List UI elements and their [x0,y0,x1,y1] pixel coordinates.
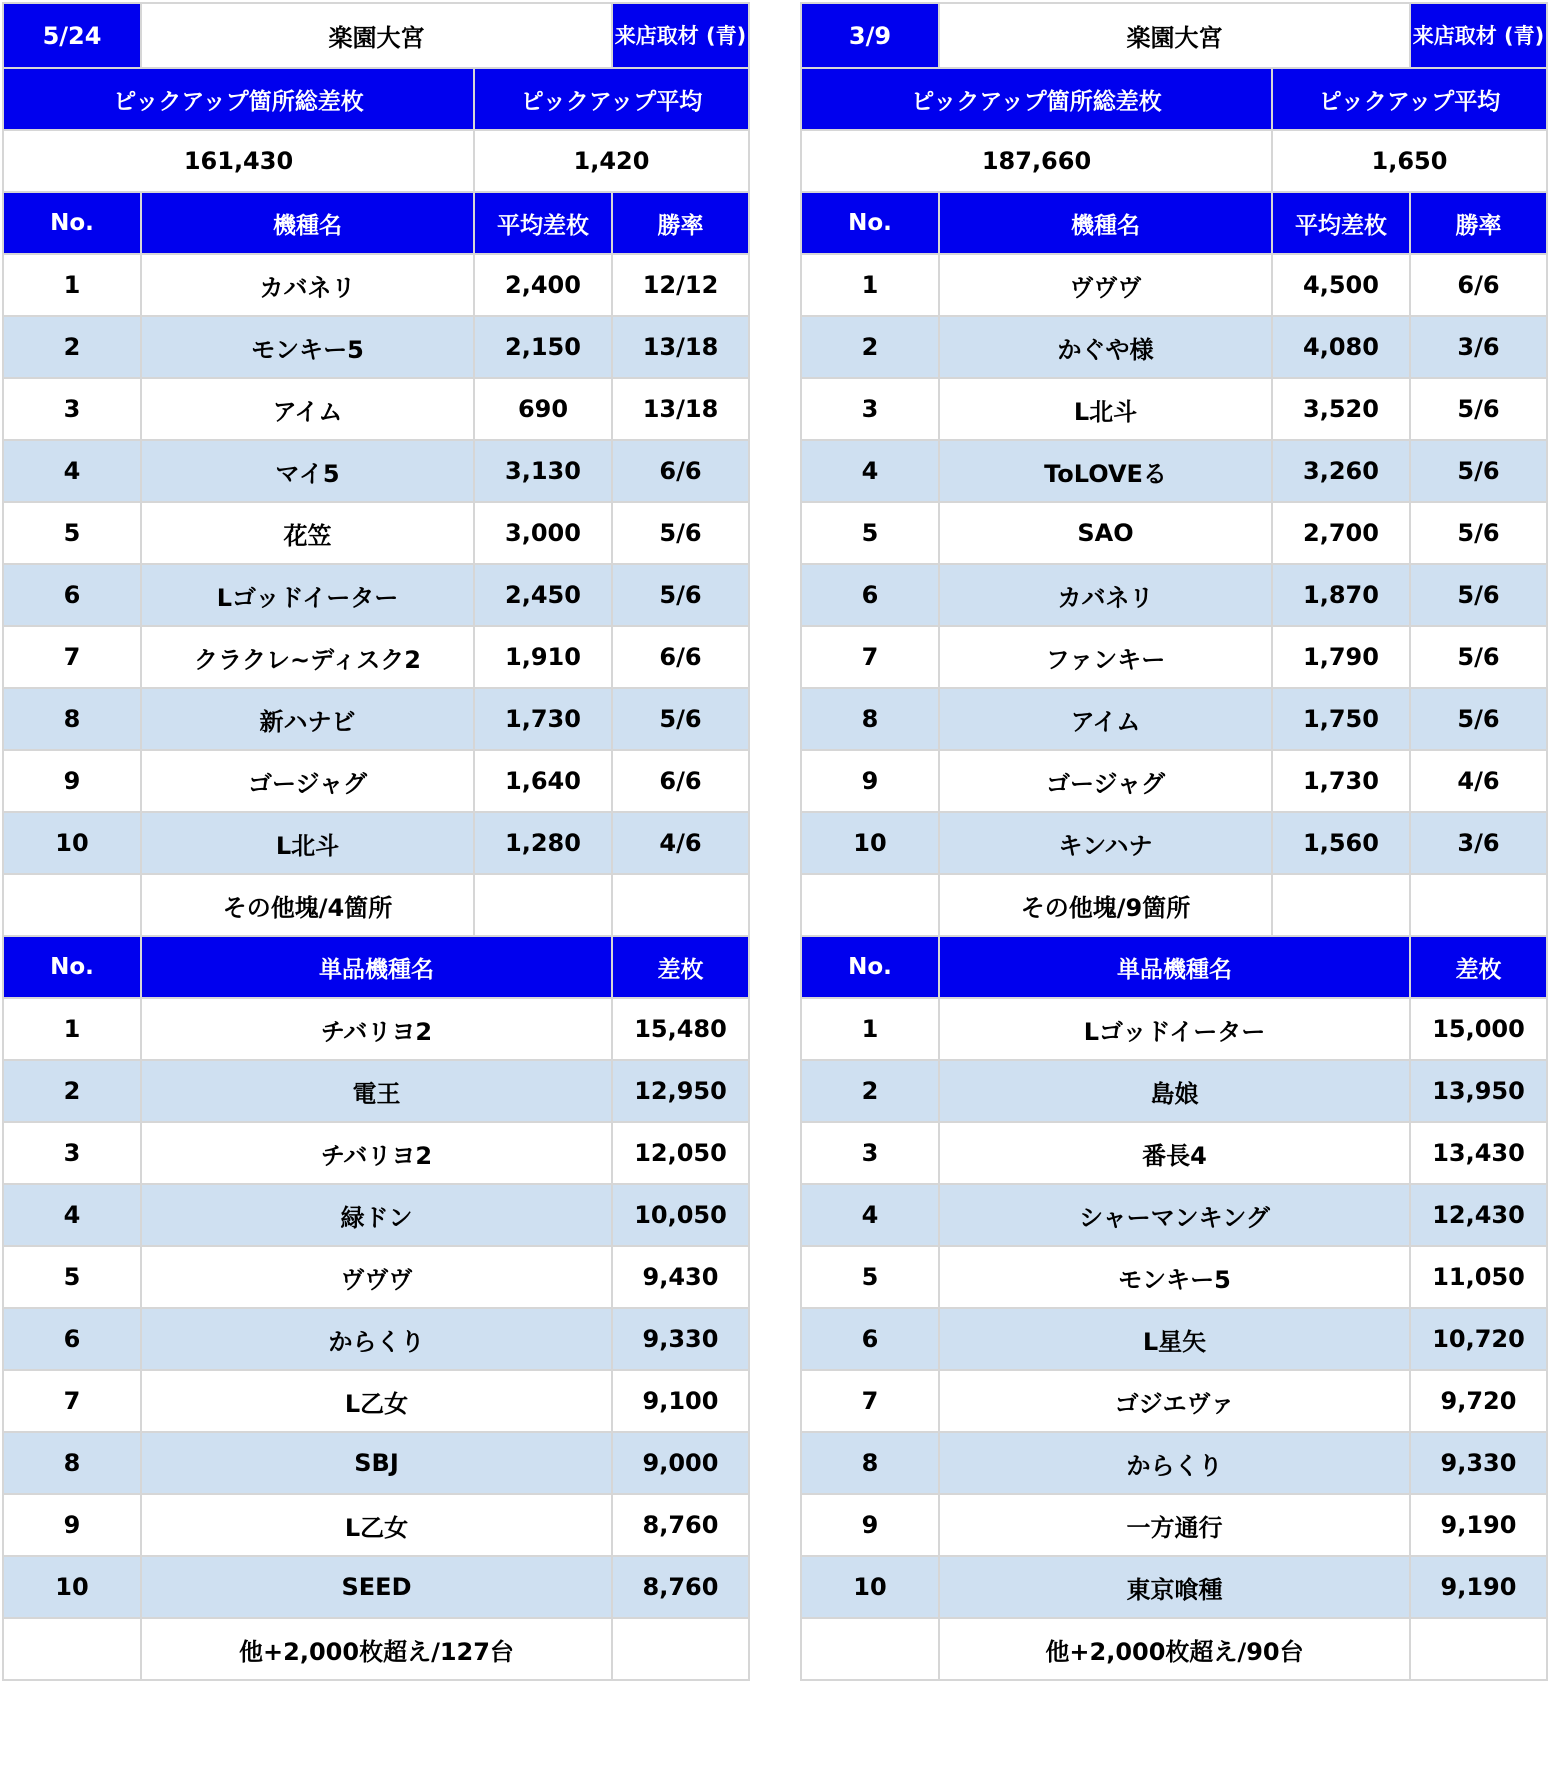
table-row [801,688,1547,750]
diff-cell: 13,950 [1410,1060,1547,1122]
win-rate-cell: 5/6 [1410,440,1547,502]
model-name-cell: ヴヴヴ [939,254,1272,316]
rank-cell: 1 [3,254,141,316]
table-row [3,564,749,626]
single-header-row [801,936,1547,998]
report-table [2,2,750,1681]
table-row [3,750,749,812]
diff-cell: 12,950 [612,1060,749,1122]
report-panel-right [800,2,1546,1681]
pickup-average-value: 1,650 [1272,130,1547,192]
pickup-total-header: ピックアップ箇所総差枚 [801,68,1272,130]
table-row [801,1432,1547,1494]
model-name-cell: かぐや様 [939,316,1272,378]
table-row [801,1184,1547,1246]
single-model-name-cell: L星矢 [939,1308,1410,1370]
single-model-name-cell: L乙女 [141,1494,612,1556]
table-row [801,998,1547,1060]
diff-cell: 9,330 [1410,1432,1547,1494]
model-name-cell: カバネリ [939,564,1272,626]
avg-diff-cell: 1,790 [1272,626,1410,688]
avg-diff-cell: 2,150 [474,316,612,378]
footer-blank [3,874,141,936]
win-rate-cell: 13/18 [612,378,749,440]
single-model-name-cell: 電王 [141,1060,612,1122]
diff-cell: 13,430 [1410,1122,1547,1184]
rank-cell: 9 [3,750,141,812]
model-name-cell: ToLOVEる [939,440,1272,502]
avg-diff-cell: 2,400 [474,254,612,316]
col-header-diff: 差枚 [612,936,749,998]
pickup-average-header: ピックアップ平均 [1272,68,1547,130]
rank-cell: 3 [3,1122,141,1184]
rank-cell: 4 [801,440,939,502]
store-name: 楽園大宮 [141,3,612,68]
col-header-single-model: 単品機種名 [939,936,1410,998]
rank-cell: 6 [801,564,939,626]
table-row [801,750,1547,812]
win-rate-cell: 3/6 [1410,812,1547,874]
win-rate-cell: 5/6 [1410,564,1547,626]
models-footer: その他塊/9箇所 [939,874,1272,936]
col-header-diff: 差枚 [1410,936,1547,998]
single-model-name-cell: Lゴッドイーター [939,998,1410,1060]
table-row [3,812,749,874]
avg-diff-cell: 1,560 [1272,812,1410,874]
single-model-name-cell: SEED [141,1556,612,1618]
diff-cell: 10,050 [612,1184,749,1246]
diff-cell: 9,330 [612,1308,749,1370]
col-header-avg: 平均差枚 [474,192,612,254]
single-model-name-cell: チバリヨ2 [141,1122,612,1184]
rank-cell: 2 [3,316,141,378]
col-header-avg: 平均差枚 [1272,192,1410,254]
table-row [801,1494,1547,1556]
table-row [3,254,749,316]
table-row [3,1308,749,1370]
single-model-name-cell: 東京喰種 [939,1556,1410,1618]
model-name-cell: ファンキー [939,626,1272,688]
win-rate-cell: 12/12 [612,254,749,316]
single-rows [801,998,1547,1618]
win-rate-cell: 13/18 [612,316,749,378]
table-row [3,440,749,502]
model-name-cell: モンキー5 [141,316,474,378]
summary-value-row [801,130,1547,192]
single-model-name-cell: ヴヴヴ [141,1246,612,1308]
win-rate-cell: 5/6 [612,688,749,750]
rank-cell: 9 [801,1494,939,1556]
win-rate-cell: 5/6 [1410,502,1547,564]
win-rate-cell: 6/6 [612,440,749,502]
table-row [801,1556,1547,1618]
store-name: 楽園大宮 [939,3,1410,68]
single-model-name-cell: 島娘 [939,1060,1410,1122]
report-panel-left [2,2,748,1681]
rank-cell: 4 [801,1184,939,1246]
rank-cell: 9 [801,750,939,812]
win-rate-cell: 5/6 [612,564,749,626]
avg-diff-cell: 1,730 [474,688,612,750]
footer-blank [3,1618,141,1680]
rank-cell: 2 [801,1060,939,1122]
rank-cell: 5 [3,1246,141,1308]
table-row [801,1122,1547,1184]
table-row [3,1556,749,1618]
rank-cell: 10 [3,812,141,874]
diff-cell: 8,760 [612,1494,749,1556]
table-row [3,1432,749,1494]
singles-footer: 他+2,000枚超え/127台 [141,1618,612,1680]
model-header-row [801,192,1547,254]
win-rate-cell: 3/6 [1410,316,1547,378]
rank-cell: 10 [3,1556,141,1618]
diff-cell: 15,480 [612,998,749,1060]
table-row [801,1246,1547,1308]
table-row [3,1060,749,1122]
rank-cell: 2 [3,1060,141,1122]
avg-diff-cell: 1,910 [474,626,612,688]
table-row [3,316,749,378]
model-name-cell: 花笠 [141,502,474,564]
avg-diff-cell: 2,700 [1272,502,1410,564]
table-row [3,626,749,688]
col-header-single-model: 単品機種名 [141,936,612,998]
table-row [801,1308,1547,1370]
footer-blank [612,874,749,936]
pickup-total-value: 161,430 [3,130,474,192]
title-row [3,3,749,68]
rank-cell: 7 [3,626,141,688]
rank-cell: 5 [3,502,141,564]
single-model-name-cell: ゴジエヴァ [939,1370,1410,1432]
model-name-cell: ゴージャグ [939,750,1272,812]
table-row [801,1370,1547,1432]
model-header-row [3,192,749,254]
rank-cell: 3 [3,378,141,440]
single-model-name-cell: 番長4 [939,1122,1410,1184]
win-rate-cell: 6/6 [612,626,749,688]
footer-blank [801,874,939,936]
diff-cell: 15,000 [1410,998,1547,1060]
summary-header-row [801,68,1547,130]
model-name-cell: マイ5 [141,440,474,502]
win-rate-cell: 5/6 [1410,378,1547,440]
table-row [801,254,1547,316]
model-name-cell: ゴージャグ [141,750,474,812]
single-model-name-cell: 一方通行 [939,1494,1410,1556]
singles-footer-row [3,1618,749,1680]
rank-cell: 7 [801,626,939,688]
model-name-cell: L北斗 [939,378,1272,440]
footer-blank [1410,1618,1547,1680]
report-table [800,2,1548,1681]
table-row [801,502,1547,564]
footer-blank [801,1618,939,1680]
singles-footer-row [801,1618,1547,1680]
win-rate-cell: 6/6 [1410,254,1547,316]
rank-cell: 8 [3,1432,141,1494]
avg-diff-cell: 3,130 [474,440,612,502]
win-rate-cell: 4/6 [612,812,749,874]
col-header-no: No. [801,192,939,254]
avg-diff-cell: 1,640 [474,750,612,812]
summary-header-row [3,68,749,130]
diff-cell: 9,720 [1410,1370,1547,1432]
single-model-name-cell: からくり [939,1432,1410,1494]
footer-blank [474,874,612,936]
single-model-name-cell: 緑ドン [141,1184,612,1246]
rank-cell: 10 [801,812,939,874]
table-row [3,378,749,440]
model-name-cell: アイム [141,378,474,440]
single-model-name-cell: シャーマンキング [939,1184,1410,1246]
avg-diff-cell: 2,450 [474,564,612,626]
table-row [801,1060,1547,1122]
rank-cell: 8 [801,688,939,750]
pickup-average-value: 1,420 [474,130,749,192]
model-name-cell: L北斗 [141,812,474,874]
model-name-cell: クラクレ~ディスク2 [141,626,474,688]
rank-cell: 8 [3,688,141,750]
rank-cell: 5 [801,1246,939,1308]
rank-cell: 4 [3,1184,141,1246]
table-row [3,1122,749,1184]
rank-cell: 6 [801,1308,939,1370]
rank-cell: 6 [3,564,141,626]
rank-cell: 8 [801,1432,939,1494]
rank-cell: 1 [801,254,939,316]
models-footer-row [801,874,1547,936]
table-row [801,440,1547,502]
table-row [801,378,1547,440]
diff-cell: 12,430 [1410,1184,1547,1246]
avg-diff-cell: 1,730 [1272,750,1410,812]
rank-cell: 10 [801,1556,939,1618]
single-model-name-cell: SBJ [141,1432,612,1494]
table-row [801,316,1547,378]
single-header-row [3,936,749,998]
avg-diff-cell: 3,260 [1272,440,1410,502]
avg-diff-cell: 3,000 [474,502,612,564]
rank-cell: 4 [3,440,141,502]
table-row [801,626,1547,688]
summary-value-row [3,130,749,192]
table-row [3,998,749,1060]
diff-cell: 10,720 [1410,1308,1547,1370]
win-rate-cell: 5/6 [1410,688,1547,750]
visit-label: 来店取材 (青) [612,3,749,68]
rank-cell: 2 [801,316,939,378]
avg-diff-cell: 1,870 [1272,564,1410,626]
title-row [801,3,1547,68]
visit-label: 来店取材 (青) [1410,3,1547,68]
table-row [801,812,1547,874]
single-model-name-cell: チバリヨ2 [141,998,612,1060]
diff-cell: 8,760 [612,1556,749,1618]
col-header-model: 機種名 [939,192,1272,254]
table-row [3,1246,749,1308]
rank-cell: 9 [3,1494,141,1556]
diff-cell: 9,190 [1410,1556,1547,1618]
win-rate-cell: 5/6 [1410,626,1547,688]
rank-cell: 1 [801,998,939,1060]
diff-cell: 12,050 [612,1122,749,1184]
table-row [3,502,749,564]
single-model-name-cell: からくり [141,1308,612,1370]
avg-diff-cell: 690 [474,378,612,440]
win-rate-cell: 6/6 [612,750,749,812]
singles-footer: 他+2,000枚超え/90台 [939,1618,1410,1680]
footer-blank [1272,874,1410,936]
col-header-no: No. [801,936,939,998]
diff-cell: 9,100 [612,1370,749,1432]
table-row [3,688,749,750]
col-header-winrate: 勝率 [612,192,749,254]
table-row [3,1370,749,1432]
footer-blank [1410,874,1547,936]
avg-diff-cell: 3,520 [1272,378,1410,440]
col-header-model: 機種名 [141,192,474,254]
model-name-cell: アイム [939,688,1272,750]
win-rate-cell: 5/6 [612,502,749,564]
diff-cell: 9,190 [1410,1494,1547,1556]
date-cell: 3/9 [801,3,939,68]
model-name-cell: キンハナ [939,812,1272,874]
diff-cell: 11,050 [1410,1246,1547,1308]
rank-cell: 6 [3,1308,141,1370]
rank-cell: 1 [3,998,141,1060]
rank-cell: 7 [3,1370,141,1432]
model-name-cell: カバネリ [141,254,474,316]
single-model-name-cell: モンキー5 [939,1246,1410,1308]
rank-cell: 7 [801,1370,939,1432]
avg-diff-cell: 1,280 [474,812,612,874]
pickup-total-value: 187,660 [801,130,1272,192]
models-footer: その他塊/4箇所 [141,874,474,936]
avg-diff-cell: 1,750 [1272,688,1410,750]
win-rate-cell: 4/6 [1410,750,1547,812]
table-row [801,564,1547,626]
pickup-average-header: ピックアップ平均 [474,68,749,130]
single-model-name-cell: L乙女 [141,1370,612,1432]
model-rows [3,254,749,874]
rank-cell: 3 [801,1122,939,1184]
pickup-total-header: ピックアップ箇所総差枚 [3,68,474,130]
model-rows [801,254,1547,874]
footer-blank [612,1618,749,1680]
table-row [3,1184,749,1246]
col-header-winrate: 勝率 [1410,192,1547,254]
model-name-cell: 新ハナビ [141,688,474,750]
model-name-cell: SAO [939,502,1272,564]
diff-cell: 9,000 [612,1432,749,1494]
rank-cell: 3 [801,378,939,440]
single-rows [3,998,749,1618]
avg-diff-cell: 4,080 [1272,316,1410,378]
model-name-cell: Lゴッドイーター [141,564,474,626]
col-header-no: No. [3,192,141,254]
avg-diff-cell: 4,500 [1272,254,1410,316]
table-row [3,1494,749,1556]
col-header-no: No. [3,936,141,998]
date-cell: 5/24 [3,3,141,68]
models-footer-row [3,874,749,936]
diff-cell: 9,430 [612,1246,749,1308]
rank-cell: 5 [801,502,939,564]
